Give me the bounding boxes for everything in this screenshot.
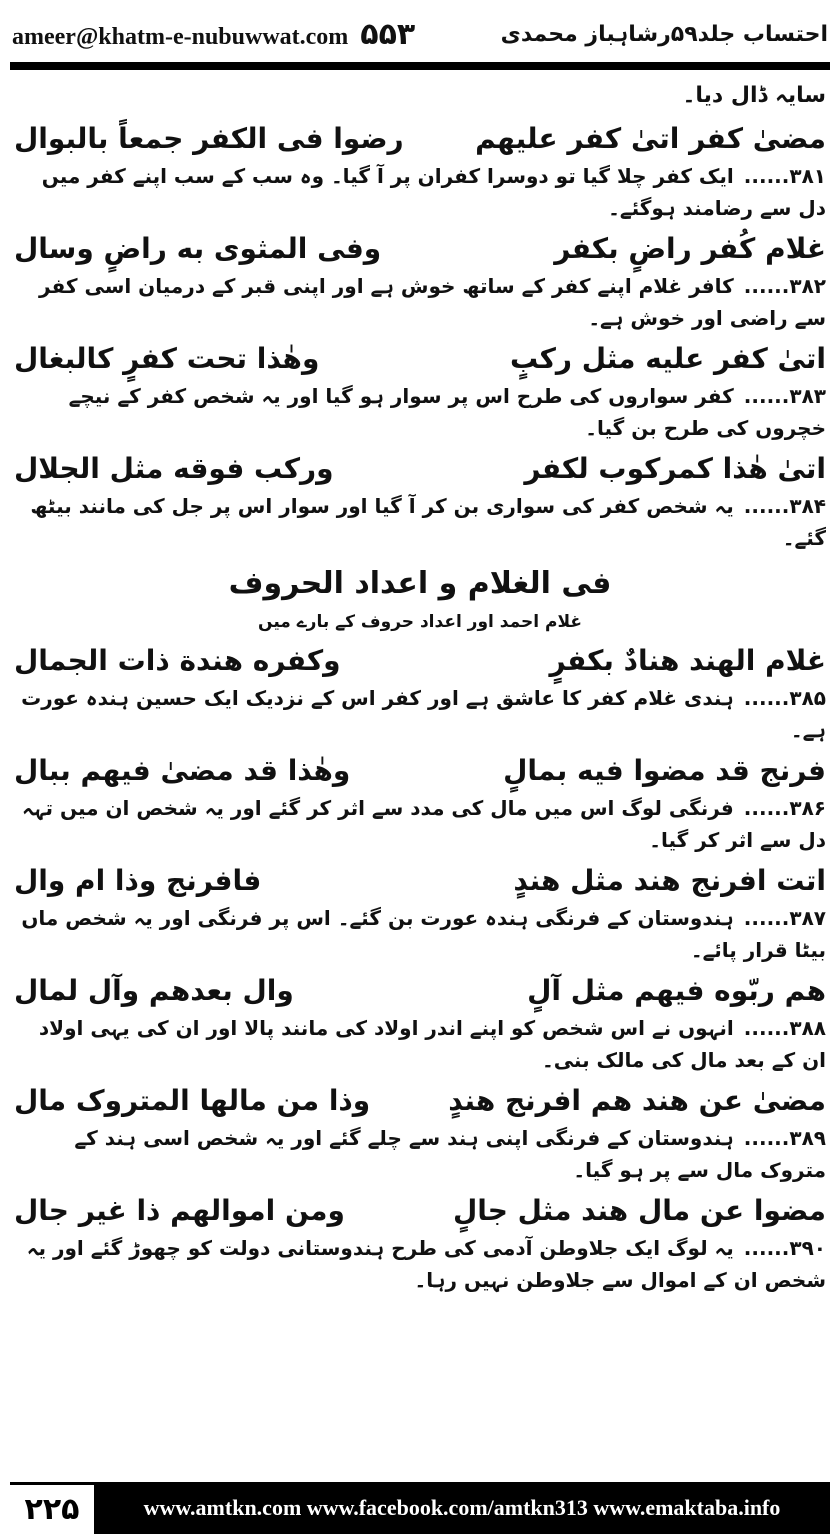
section-subheading: غلام احمد اور اعداد حروف کے بارے میں	[258, 612, 582, 632]
page-header	[12, 8, 828, 60]
section-heading: فی الغلام و اعداد الحروف	[228, 566, 612, 601]
verse-first-hemistich: مضیٰ کفر اتیٰ کفر علیهم	[475, 122, 826, 155]
verse-number: ۳۸۸......	[743, 1016, 826, 1040]
verse-second-hemistich: وذا من مالها المتروک مال	[14, 1084, 371, 1117]
running-title: احتساب جلد۵۹رشاہباز محمدی	[500, 21, 828, 47]
header-rule	[10, 62, 830, 70]
translation-paragraph	[14, 1012, 826, 1076]
verse-number: ۳۸۷......	[743, 906, 826, 930]
page-number: ۵۵۳	[360, 16, 416, 52]
verse-number: ۳۸۱......	[743, 164, 826, 188]
verse-line	[14, 118, 826, 160]
verse-line	[14, 228, 826, 270]
translation-paragraph	[14, 1232, 826, 1296]
verse-second-hemistich: ومن اموالهم ذا غیر جال	[14, 1194, 345, 1227]
verse-number: ۳۹۰......	[743, 1236, 826, 1260]
translation-paragraph	[14, 490, 826, 554]
verse-second-hemistich: وال بعدهم وآل لمال	[14, 974, 294, 1007]
translation-text: ہندوستان کے فرنگی ہندہ عورت بن گئے۔ اس پر فرنگی اور یہ شخص ماں بیٹا قرار پائے۔	[21, 906, 826, 962]
translation-text: ایک کفر چلا گیا تو دوسرا کفران پر آ گیا۔ وہ سب کے سب اپنے کفر میں دل سے رضامند ہوگئے۔	[41, 164, 826, 220]
verse-number: ۳۸۲......	[743, 274, 826, 298]
header-email: ameer@khatm-e-nubuwwat.com	[12, 23, 349, 50]
verse-second-hemistich: رضوا فی الکفر جمعاً بالبوال	[14, 122, 404, 155]
verse-line	[14, 1190, 826, 1232]
header-left	[12, 17, 415, 52]
translation-text: یہ شخص کفر کی سواری بن کر آ گیا اور سوار اس پر جل کی مانند بیٹھ گئے۔	[30, 494, 826, 550]
page-footer	[10, 1482, 830, 1534]
translation-text: انہوں نے اس شخص کو اپنے اندر اولاد کی مانند پالا اور ان کی یہی اولاد ان کے بعد مال کی مالک بنی۔	[38, 1016, 826, 1072]
verse-first-hemistich: اتیٰ کفر علیه مثل رکبٍ	[509, 342, 826, 375]
verse-first-hemistich: فرنج قد مضوا فیه بمالٍ	[503, 754, 826, 787]
translation-paragraph	[14, 682, 826, 746]
translation-paragraph	[14, 792, 826, 856]
translation-text: کافر غلام اپنے کفر کے ساتھ خوش ہے اور اپنی قبر کے درمیان اسی کفر سے راضی اور خوش ہے۔	[39, 274, 826, 330]
verse-second-hemistich: وهٰذا قد مضیٰ فیهم ببال	[14, 754, 351, 787]
verse-line	[14, 1080, 826, 1122]
verse-line	[14, 448, 826, 490]
verse-line	[14, 860, 826, 902]
page-content	[14, 74, 826, 1474]
translation-text: کفر سواروں کی طرح اس پر سوار ہو گیا اور یہ شخص کفر کے نیچے خچروں کی طرح بن گیا۔	[68, 384, 826, 440]
verse-line	[14, 750, 826, 792]
verse-number: ۳۸۵......	[743, 686, 826, 710]
translation-paragraph	[14, 380, 826, 444]
verse-line	[14, 640, 826, 682]
translation-paragraph	[14, 270, 826, 334]
footer-page-badge: ۲۲۵	[10, 1482, 94, 1534]
verse-number: ۳۸۹......	[743, 1126, 826, 1150]
translation-text: فرنگی لوگ اس میں مال کی مدد سے اثر کر گئے اور یہ شخص ان میں تہہ دل سے اثر کر گیا۔	[22, 796, 826, 852]
translation-paragraph	[14, 902, 826, 966]
verse-first-hemistich: هم ربّوه فیهم مثل آلٍ	[527, 974, 826, 1007]
verse-first-hemistich: مضیٰ عن هند هم افرنج هندٍ	[448, 1084, 826, 1117]
verse-first-hemistich: مضوا عن مال هند مثل جالٍ	[452, 1194, 826, 1227]
verse-second-hemistich: وهٰذا تحت کفرٍ کالبغال	[14, 342, 320, 375]
verse-line	[14, 970, 826, 1012]
verse-second-hemistich: فافرنج وذا ام وال	[14, 864, 262, 897]
verse-first-hemistich: اتیٰ هٰذا کمرکوب لکفر	[524, 452, 826, 485]
prose-line: سایہ ڈال دیا۔	[682, 83, 826, 108]
translation-paragraph	[14, 160, 826, 224]
footer-links: www.amtkn.com www.facebook.com/amtkn313 www.emaktaba.info	[94, 1482, 830, 1534]
translation-text: ہندوستان کے فرنگی اپنی ہند سے چلے گئے اور یہ شخص اسی ہند کے متروک مال سے پر ہو گیا۔	[74, 1126, 826, 1182]
verse-second-hemistich: ورکب فوقه مثل الجلال	[14, 452, 334, 485]
verse-line	[14, 338, 826, 380]
verse-first-hemistich: غلام کُفر راضٍ بکفر	[554, 232, 826, 265]
verse-second-hemistich: وفی المثوی به راضٍ وسال	[14, 232, 382, 265]
translation-text: یہ لوگ ایک جلاوطن آدمی کی طرح ہندوستانی دولت کو چھوڑ گئے اور یہ شخص ان کے اموال سے جلاوطن نہیں رہا۔	[26, 1236, 826, 1292]
verse-number: ۳۸۴......	[743, 494, 826, 518]
verse-number: ۳۸۳......	[743, 384, 826, 408]
translation-paragraph	[14, 1122, 826, 1186]
verse-number: ۳۸۶......	[743, 796, 826, 820]
verse-first-hemistich: غلام الهند هنادٌ بکفرٍ	[549, 644, 826, 677]
verse-first-hemistich: اتت افرنج هند مثل هندٍ	[513, 864, 826, 897]
verse-second-hemistich: وکفره هندة ذات الجمال	[14, 644, 341, 677]
translation-text: ہندی غلام کفر کا عاشق ہے اور کفر اس کے نزدیک ایک حسین ہندہ عورت ہے۔	[21, 686, 826, 742]
